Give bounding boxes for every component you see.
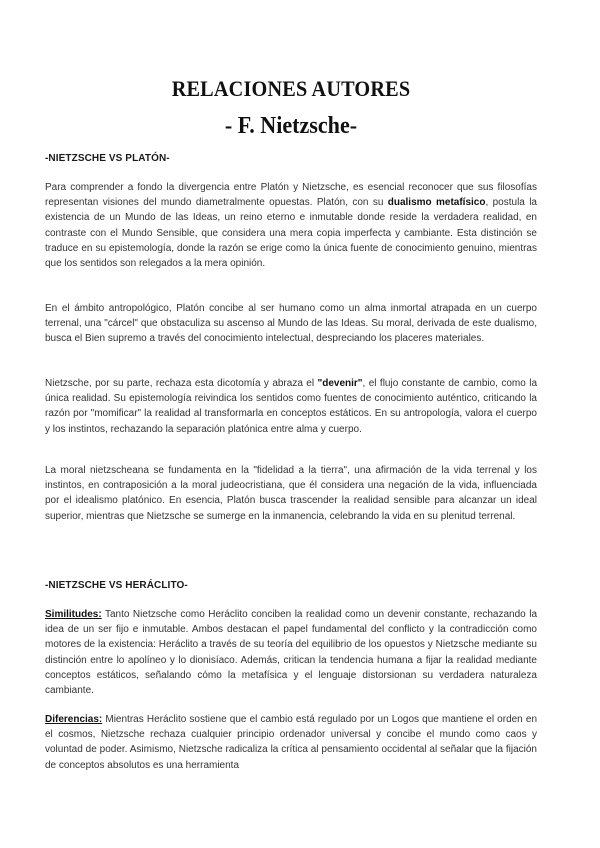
similitudes-label: Similitudes: <box>45 609 102 620</box>
section-heading-heraclito: -NIETZSCHE VS HERÁCLITO- <box>45 580 188 591</box>
paragraph: La moral nietzscheana se fundamenta en la "fidelidad a la tierra", una afirmación de la vida terrenal y los instintos, en contraposición a la moral judeocristiana, que él considera una negación de la vida, influenciada por el idealismo platónico. En esencia, Platón busca trascender la realidad sensible para alcanzar un ideal superior, mientras que Nietzsche se sumerge en la inmanencia, celebrando la vida en su plenitud terrenal. <box>45 465 537 522</box>
paragraph: Para comprender a fondo la divergencia entre Platón y Nietzsche, es esencial reconocer que sus filosofías representan visiones del mundo diametralmente opuestas. Platón, con su dualismo metafísico, postula la existencia de un Mundo de las Ideas, un reino eterno e inmutable donde reside la verdadera realidad, en contraste con el Mundo Sensible, que considera una mera copia imperfecta y cambiante. Esta distinción se traduce en su epistemología, donde la razón se erige como la única fuente de conocimiento genuino, mientras que los sentidos son relegados a la mera opinión. <box>45 182 537 270</box>
section-heading-platon: -NIETZSCHE VS PLATÓN- <box>45 153 170 164</box>
paragraph: Nietzsche, por su parte, rechaza esta dicotomía y abraza el "devenir", el flujo constante de cambio, como la única realidad. Su epistemología reivindica los sentidos como fuentes de conocimiento auténtico, criticando la razón por "momificar" la realidad al transformarla en conceptos estáticos. En su antropología, valora el cuerpo y los instintos, rechazando la separación platónica entre alma y cuerpo. <box>45 378 538 435</box>
diferencias-label: Diferencias: <box>45 714 103 725</box>
bold-term: dualismo metafísico <box>387 197 486 209</box>
document-subtitle: - F. Nietzsche- <box>224 113 358 139</box>
paragraph: Diferencias: Mientras Heráclito sostiene que el cambio está regulado por un Logos que mantiene el orden en el cosmos, Nietzsche rechaza cualquier principio ordenador universal y concibe el mundo como caos y voluntad de poder. Asimismo, Nietzsche radicaliza la crítica al pensamiento occidental al señalar que la fijación de conceptos absolutos es una herramienta <box>45 714 537 771</box>
paragraph: Similitudes: Tanto Nietzsche como Heráclito conciben la realidad como un devenir constante, rechazando la idea de un ser fijo e inmutable. Ambos destacan el papel fundamental del conflicto y la contradicción como motores de la existencia: Heráclito a través de su teoría del equilibrio de los opuestos y Nietzsche mediante su distinción entre lo apolíneo y lo dionisíaco. Además, critican la tendencia humana a fijar la realidad mediante conceptos estáticos, señalando cómo la metafísica y el lenguaje distorsionan su verdadera naturaleza cambiante. <box>45 609 537 697</box>
document-title: RELACIONES AUTORES <box>171 76 411 101</box>
paragraph: En el ámbito antropológico, Platón concibe al ser humano como un alma inmortal atrapada en un cuerpo terrenal, una "cárcel" que obstaculiza su ascenso al Mundo de las Ideas. Su moral, derivada de este dualismo, busca el Bien supremo a través del conocimiento intelectual, despreciando los placeres materiales. <box>45 303 537 345</box>
bold-term: "devenir" <box>317 378 363 389</box>
